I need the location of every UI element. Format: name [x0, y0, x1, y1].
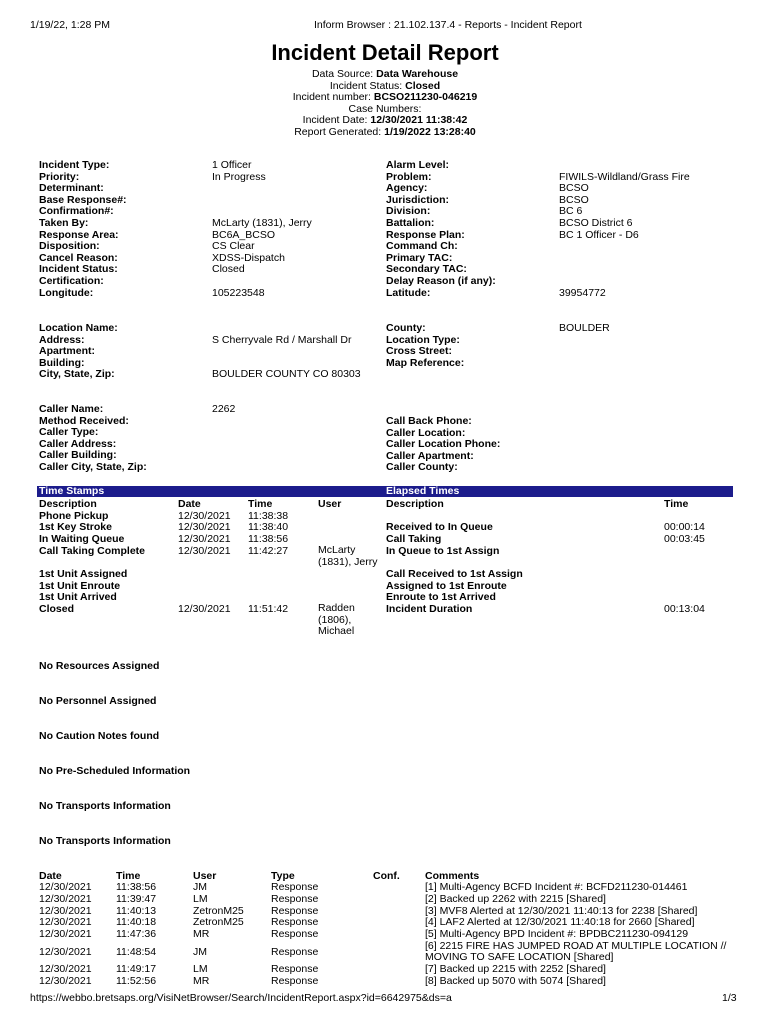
comment-time: 11:40:18 — [116, 916, 157, 928]
elapsed-row-description: Assigned to 1st Enroute — [386, 580, 507, 592]
notice-line: No Transports Information — [39, 800, 171, 812]
ts-row-time: 11:42:27 — [248, 545, 289, 557]
ts-col-user: User — [318, 498, 342, 510]
ts-row-description: 1st Unit Arrived — [39, 591, 117, 603]
field-label: Certification: — [39, 274, 104, 287]
elapsed-row-description: Call Taking — [386, 533, 442, 545]
comment-user: JM — [193, 946, 207, 958]
report-generated-value: 1/19/2022 13:28:40 — [384, 126, 476, 138]
field-label: Response Plan: — [386, 228, 465, 241]
field-value: BCSO District 6 — [559, 216, 633, 229]
field-value: McLarty (1831), Jerry — [212, 216, 312, 229]
ts-row-time: 11:38:56 — [248, 533, 289, 545]
cm-col-time: Time — [116, 870, 141, 882]
field-label: Cancel Reason: — [39, 251, 118, 264]
elapsed-row-description: Call Received to 1st Assign — [386, 568, 523, 580]
data-source-label: Data Source: — [311, 68, 374, 80]
comment-date: 12/30/2021 — [39, 975, 92, 987]
field-value: BOULDER COUNTY CO 80303 — [212, 368, 361, 381]
cm-col-type: Type — [271, 870, 295, 882]
field-value: In Progress — [212, 170, 266, 183]
field-value: BCSO — [559, 182, 589, 195]
comment-text: [1] Multi-Agency BCFD Incident #: BCFD211230-014461 — [425, 881, 688, 893]
report-generated-label: Report Generated: — [294, 126, 382, 138]
notice-line: No Pre-Scheduled Information — [39, 765, 191, 777]
field-value: FIWILS-Wildland/Grass Fire — [559, 170, 690, 183]
ts-row-date: 12/30/2021 — [178, 545, 231, 557]
print-page-number: 1/3 — [722, 992, 737, 1004]
field-value: 39954772 — [559, 286, 606, 299]
comment-user: MR — [193, 975, 210, 987]
report-title: Incident Detail Report — [271, 40, 499, 65]
ts-row-description: 1st Unit Assigned — [39, 568, 128, 580]
field-value: BCSO — [559, 193, 589, 206]
data-source-line — [0, 68, 770, 80]
elapsed-header: Elapsed Times — [386, 485, 460, 497]
field-label: Longitude: — [39, 286, 94, 299]
ts-row-date: 12/30/2021 — [178, 510, 231, 522]
ts-col-time: Time — [248, 498, 273, 510]
ts-row-user: Radden (1806), Michael — [318, 602, 355, 638]
case-numbers-label: Case Numbers: — [348, 103, 422, 115]
comment-text: [3] MVF8 Alerted at 12/30/2021 11:40:13 for 2238 [Shared] — [425, 905, 698, 917]
incident-number-label: Incident number: — [292, 91, 371, 103]
ts-row-time: 11:51:42 — [248, 603, 289, 615]
elapsed-row-description: Incident Duration — [386, 603, 473, 615]
field-value: BC6A_BCSO — [212, 228, 276, 241]
elapsed-row-time: 00:13:04 — [664, 603, 705, 615]
comment-text: [4] LAF2 Alerted at 12/30/2021 11:40:18 for 2660 [Shared] — [425, 916, 695, 928]
field-value: 2262 — [212, 403, 236, 415]
field-value: BC 6 — [559, 205, 583, 218]
ts-row-description: 1st Key Stroke — [39, 521, 112, 533]
field-label: Command Ch: — [386, 240, 458, 253]
comment-type: Response — [271, 963, 319, 975]
comment-time: 11:47:36 — [116, 928, 157, 940]
ts-row-description: Phone Pickup — [39, 510, 109, 522]
comment-user: ZetronM25 — [193, 916, 244, 928]
elapsed-row-time: 00:00:14 — [664, 521, 705, 533]
comment-user: LM — [193, 893, 208, 905]
field-label: Problem: — [386, 170, 432, 183]
ts-row-time: 11:38:40 — [248, 521, 289, 533]
ts-row-description: 1st Unit Enroute — [39, 580, 121, 592]
field-label: Address: — [39, 333, 85, 346]
elapsed-row-description: Enroute to 1st Arrived — [386, 591, 496, 603]
comment-date: 12/30/2021 — [39, 905, 92, 917]
field-label: Response Area: — [39, 228, 119, 241]
field-label: Method Received: — [39, 414, 129, 427]
field-label: Latitude: — [386, 286, 431, 299]
comment-user: LM — [193, 963, 208, 975]
ts-row-description: Closed — [39, 603, 75, 615]
comment-text-continued: MOVING TO SAFE LOCATION [Shared] — [425, 951, 614, 963]
comment-time: 11:39:47 — [116, 893, 157, 905]
comment-date: 12/30/2021 — [39, 881, 92, 893]
field-label: Map Reference: — [386, 356, 465, 369]
ts-col-date: Date — [178, 498, 201, 510]
comment-text: [6] 2215 FIRE HAS JUMPED ROAD AT MULTIPLE LOCATION // — [425, 940, 727, 952]
print-url: https://webbo.bretsaps.org/VisiNetBrowser/Search/IncidentReport.aspx?id=6642975&ds=a — [30, 992, 452, 1004]
field-label: Building: — [39, 356, 85, 369]
field-label: City, State, Zip: — [39, 368, 115, 381]
timestamps-header: Time Stamps — [39, 485, 105, 497]
field-label: Caller City, State, Zip: — [39, 460, 147, 473]
incident-date-label: Incident Date: — [302, 114, 368, 126]
field-label: Location Type: — [386, 333, 460, 346]
field-value: XDSS-Dispatch — [212, 251, 285, 264]
field-value: Closed — [212, 263, 245, 276]
comment-type: Response — [271, 928, 319, 940]
field-label: Confirmation#: — [39, 205, 114, 218]
comment-type: Response — [271, 916, 319, 928]
comment-type: Response — [271, 905, 319, 917]
field-label: Taken By: — [39, 216, 89, 229]
field-label: Division: — [386, 205, 431, 218]
field-label: Delay Reason (if any): — [386, 274, 496, 287]
field-label: Cross Street: — [386, 345, 452, 358]
field-value: 105223548 — [212, 286, 265, 299]
ts-row-date: 12/30/2021 — [178, 603, 231, 615]
comment-type: Response — [271, 893, 319, 905]
field-label: Caller Location: — [386, 426, 466, 439]
comment-time: 11:52:56 — [116, 975, 157, 987]
field-label: Caller Name: — [39, 403, 104, 415]
comment-type: Response — [271, 946, 319, 958]
comment-date: 12/30/2021 — [39, 928, 92, 940]
field-label: Jurisdiction: — [386, 193, 450, 206]
field-label: Disposition: — [39, 240, 100, 253]
comment-text: [8] Backed up 5070 with 5074 [Shared] — [425, 975, 606, 987]
field-value: BC 1 Officer - D6 — [559, 228, 639, 241]
field-label: Caller Location Phone: — [386, 438, 501, 451]
comment-time: 11:49:17 — [116, 963, 157, 975]
notice-line: No Caution Notes found — [39, 730, 160, 742]
incident-status-label: Incident Status: — [329, 80, 403, 92]
field-label: Caller Apartment: — [386, 449, 474, 462]
incident-number-value: BCSO211230-046219 — [373, 91, 478, 103]
cm-col-date: Date — [39, 870, 62, 882]
comment-text: [5] Multi-Agency BPD Incident #: BPDBC211230-094129 — [425, 928, 689, 940]
data-source-value: Data Warehouse — [376, 68, 459, 80]
timestamps-header-bar — [37, 486, 733, 497]
comment-type: Response — [271, 881, 319, 893]
comment-type: Response — [271, 975, 319, 987]
ts-row-date: 12/30/2021 — [178, 533, 231, 545]
cm-col-conf: Conf. — [373, 870, 400, 882]
notice-line: No Resources Assigned — [39, 660, 160, 672]
field-label: Determinant: — [39, 182, 104, 195]
field-label: Caller County: — [386, 461, 458, 474]
comment-date: 12/30/2021 — [39, 916, 92, 928]
field-label: Call Back Phone: — [386, 415, 472, 427]
ts-row-time: 11:38:38 — [248, 510, 289, 522]
report-generated-line — [0, 126, 770, 138]
ts-row-description: In Waiting Queue — [39, 533, 125, 545]
comment-date: 12/30/2021 — [39, 893, 92, 905]
elapsed-row-time: 00:03:45 — [664, 533, 705, 545]
field-value: CS Clear — [212, 240, 255, 253]
ts-row-description: Call Taking Complete — [39, 545, 145, 557]
field-label: Battalion: — [386, 216, 435, 229]
field-label: Primary TAC: — [386, 251, 453, 264]
incident-date-value: 12/30/2021 11:38:42 — [370, 114, 468, 126]
elapsed-row-description: In Queue to 1st Assign — [386, 545, 500, 557]
elapsed-row-description: Received to In Queue — [386, 521, 493, 533]
field-label: Base Response#: — [39, 193, 127, 206]
field-label: Caller Building: — [39, 449, 117, 462]
ts-row-user: McLarty (1831), Jerry — [318, 544, 378, 568]
field-label: Caller Type: — [39, 426, 99, 439]
el-col-description: Description — [386, 498, 444, 510]
field-label: Location Name: — [39, 322, 118, 334]
notice-line: No Transports Information — [39, 835, 171, 847]
field-label: Priority: — [39, 170, 80, 183]
comment-time: 11:38:56 — [116, 881, 157, 893]
field-label: Secondary TAC: — [386, 263, 467, 276]
cm-col-user: User — [193, 870, 217, 882]
field-label: Apartment: — [39, 345, 96, 358]
cm-col-comments: Comments — [425, 870, 480, 882]
comment-user: JM — [193, 881, 207, 893]
field-label: Caller Address: — [39, 437, 117, 450]
incident-date-line — [0, 114, 770, 126]
field-value: 1 Officer — [212, 159, 252, 171]
comment-date: 12/30/2021 — [39, 963, 92, 975]
field-label: Incident Type: — [39, 159, 110, 171]
field-label: Alarm Level: — [386, 159, 450, 171]
ts-col-description: Description — [39, 498, 97, 510]
comment-date: 12/30/2021 — [39, 946, 92, 958]
ts-row-date: 12/30/2021 — [178, 521, 231, 533]
comment-user: MR — [193, 928, 210, 940]
print-page-title: Inform Browser : 21.102.137.4 - Reports - Incident Report — [314, 19, 582, 31]
field-value: S Cherryvale Rd / Marshall Dr — [212, 333, 352, 346]
comment-time: 11:40:13 — [116, 905, 157, 917]
notice-line: No Personnel Assigned — [39, 695, 157, 707]
comment-text: [7] Backed up 2215 with 2252 [Shared] — [425, 963, 606, 975]
comment-time: 11:48:54 — [116, 946, 157, 958]
comment-user: ZetronM25 — [193, 905, 244, 917]
field-value: BOULDER — [559, 322, 610, 334]
field-label: Agency: — [386, 182, 428, 195]
field-label: Incident Status: — [39, 263, 118, 276]
el-col-time: Time — [664, 498, 689, 510]
incident-number-line — [0, 91, 770, 103]
field-label: County: — [386, 322, 426, 334]
comment-text: [2] Backed up 2262 with 2215 [Shared] — [425, 893, 606, 905]
incident-status-value: Closed — [405, 80, 441, 92]
print-datetime: 1/19/22, 1:28 PM — [30, 19, 110, 31]
